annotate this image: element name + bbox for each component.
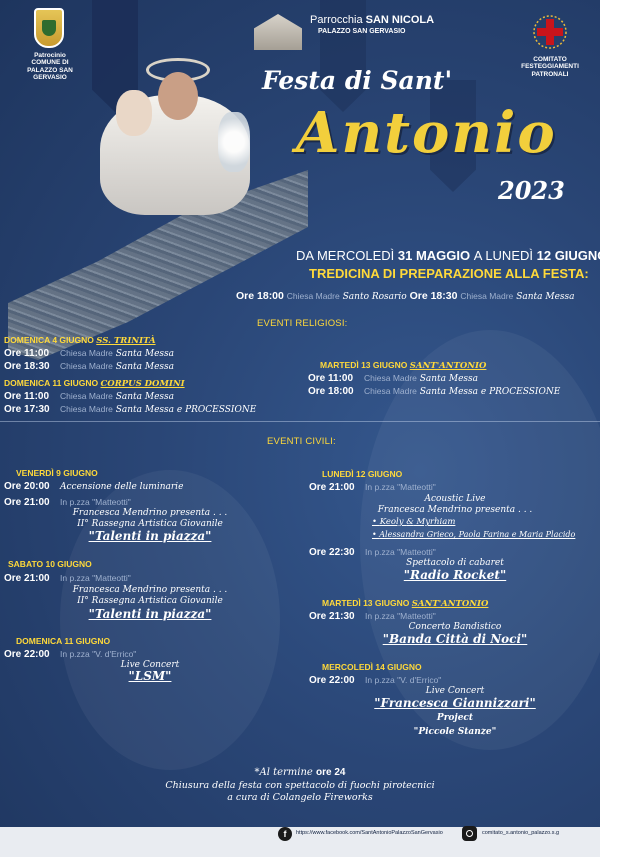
civil-row: Ore 21:30 In p.zza "Matteotti" — [309, 611, 436, 622]
municipality-patronage: Patrocinio COMUNE DI PALAZZO SAN GERVASIO — [27, 52, 73, 82]
religious-day-3: MARTEDÌ 13 GIUGNO SANT'ANTONIO — [320, 360, 487, 371]
civil-row: Ore 21:00 In p.zza "Matteotti" — [4, 497, 131, 508]
religious-row: Ore 11:00 Chiesa Madre Santa Messa — [308, 373, 479, 384]
civil-day-tuesday: MARTEDÌ 13 GIUGNO SANT'ANTONIO — [322, 598, 489, 609]
tredicina-schedule: Ore 18:00 Chiesa Madre Santo Rosario Ore 18:30 Chiesa Madre Santa Messa — [236, 290, 575, 302]
tredicina-title: TREDICINA DI PREPARAZIONE ALLA FESTA: — [309, 266, 589, 281]
facebook-icon: f — [278, 827, 292, 841]
instagram-icon — [462, 826, 477, 841]
event-description: II° Rassegna Artistica Giovanile — [77, 596, 223, 606]
civil-row: Ore 21:00 In p.zza "Matteotti" — [4, 573, 131, 584]
civil-row: Ore 22:00 In p.zza "V. d'Errico" — [309, 675, 442, 686]
saint-head — [158, 72, 198, 120]
event-description: Live Concert — [120, 660, 180, 670]
festival-dates: DA MERCOLEDÌ 31 MAGGIO A LUNEDÌ 12 GIUGNO — [296, 248, 608, 263]
civil-row: Ore 21:00 In p.zza "Matteotti" — [309, 482, 436, 493]
lily-flowers — [218, 112, 250, 172]
event-description: Acoustic Live — [424, 494, 486, 504]
event-title: "Banda Città di Noci" — [382, 632, 528, 646]
civil-row: Ore 22:30 In p.zza "Matteotti" — [309, 547, 436, 558]
religious-day-2: DOMENICA 11 GIUGNO CORPUS DOMINI — [4, 378, 185, 389]
event-description: II° Rassegna Artistica Giovanile — [77, 519, 223, 529]
closing-line-3: a cura di Colangelo Fireworks — [227, 792, 373, 803]
civil-day-wednesday: MERCOLEDÌ 14 GIUGNO — [322, 662, 422, 672]
event-description: Spettacolo di cabaret — [406, 558, 504, 568]
religious-row: Ore 18:30 Chiesa Madre Santa Messa — [4, 361, 175, 372]
title-line-2: Antonio — [296, 100, 557, 166]
church-icon — [254, 14, 302, 50]
civil-events-title: EVENTI CIVILI: — [267, 436, 336, 447]
religious-row: Ore 11:00 Chiesa Madre Santa Messa — [4, 348, 175, 359]
parish-name: Parrocchia SAN NICOLA — [310, 14, 435, 26]
committee-cross-icon — [532, 14, 568, 50]
closing-line-1: *Al termine ore 24 — [254, 767, 346, 778]
event-title: "Francesca Giannizzari" — [374, 696, 536, 710]
civil-day-saturday: SABATO 10 GIUGNO — [8, 559, 92, 569]
parish-place: PALAZZO SAN GERVASIO — [318, 28, 406, 35]
title-year: 2023 — [498, 176, 565, 205]
religious-events-title: EVENTI RELIGIOSI: — [257, 318, 348, 329]
event-description: Francesca Mendrino presenta . . . — [72, 508, 228, 518]
religious-row: Ore 18:00 Chiesa Madre Santa Messa e PROCESSIONE — [308, 386, 561, 397]
religious-row: Ore 11:00 Chiesa Madre Santa Messa — [4, 391, 175, 402]
civil-day-friday: VENERDÌ 9 GIUGNO — [16, 468, 98, 478]
performer-1: • Keoly & Myrhiam — [372, 517, 455, 528]
civil-day-monday: LUNEDÌ 12 GIUGNO — [322, 469, 403, 479]
event-title: "LSM" — [128, 669, 172, 683]
section-divider — [0, 421, 600, 422]
facebook-link[interactable]: https://www.facebook.com/SantAntonioPalazzoSanGervasio — [296, 830, 443, 836]
child-jesus — [116, 90, 152, 136]
religious-day-1: DOMENICA 4 GIUGNO SS. TRINITÀ — [4, 335, 156, 346]
event-description: Concerto Bandistico — [408, 622, 502, 632]
committee-name: COMITATO FESTEGGIAMENTI PATRONALI — [521, 56, 579, 78]
civil-row: Ore 20:00 Accensione delle luminarie — [4, 481, 184, 492]
event-description: Project — [436, 713, 474, 723]
religious-row: Ore 17:30 Chiesa Madre Santa Messa e PROCESSIONE — [4, 404, 257, 415]
closing-line-2: Chiusura della festa con spettacolo di fuochi pirotecnici — [165, 780, 435, 791]
civil-row: Ore 22:00 In p.zza "V. d'Errico" — [4, 649, 137, 660]
event-description: Francesca Mendrino presenta . . . — [72, 585, 228, 595]
title-line-1: Festa di Sant' — [262, 66, 453, 95]
event-description: Francesca Mendrino presenta . . . — [377, 505, 533, 515]
event-title: "Radio Rocket" — [403, 568, 507, 582]
civil-day-sunday: DOMENICA 11 GIUGNO — [16, 636, 111, 646]
event-description: "Piccole Stanze" — [413, 727, 497, 737]
municipality-crest-icon — [34, 8, 64, 48]
event-title: "Talenti in piazza" — [88, 529, 212, 543]
instagram-link[interactable]: comitato_s.antonio_palazzo.s.g — [482, 830, 560, 836]
event-description: Live Concert — [425, 686, 485, 696]
event-title: "Talenti in piazza" — [88, 607, 212, 621]
performer-2: • Alessandra Grieco, Paola Farina e Maria Placido — [372, 529, 575, 540]
